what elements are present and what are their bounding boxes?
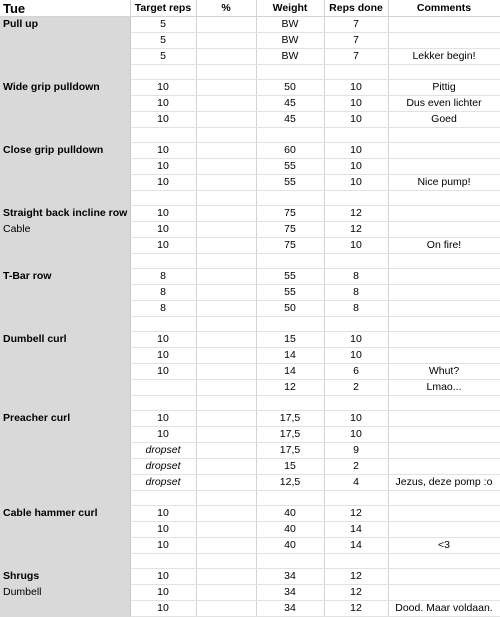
- table-row: [0, 112, 500, 128]
- exercise-cell[interactable]: Preacher curl: [0, 411, 130, 427]
- weight-cell[interactable]: 75: [256, 238, 324, 254]
- target-reps-cell[interactable]: [130, 254, 196, 269]
- reps-done-cell[interactable]: 10: [324, 80, 388, 96]
- percent-cell[interactable]: [196, 222, 256, 238]
- target-reps-cell[interactable]: 10: [130, 96, 196, 112]
- exercise-cell[interactable]: [0, 459, 130, 475]
- exercise-cell[interactable]: Cable: [0, 222, 130, 238]
- weight-cell[interactable]: 45: [256, 112, 324, 128]
- weight-cell[interactable]: 60: [256, 143, 324, 159]
- weight-cell[interactable]: BW: [256, 49, 324, 65]
- target-reps-cell[interactable]: 5: [130, 17, 196, 33]
- comment-cell[interactable]: [388, 585, 500, 601]
- weight-cell[interactable]: 17,5: [256, 443, 324, 459]
- reps-done-cell[interactable]: 10: [324, 238, 388, 254]
- weight-cell[interactable]: 15: [256, 459, 324, 475]
- percent-cell[interactable]: [196, 128, 256, 143]
- comment-cell[interactable]: Whut?: [388, 364, 500, 380]
- table-row: [0, 380, 500, 396]
- target-reps-cell[interactable]: 10: [130, 332, 196, 348]
- target-reps-cell[interactable]: 10: [130, 222, 196, 238]
- percent-cell[interactable]: [196, 112, 256, 128]
- target-reps-cell[interactable]: 8: [130, 269, 196, 285]
- percent-cell[interactable]: [196, 238, 256, 254]
- table-row: [0, 569, 500, 585]
- exercise-cell[interactable]: [0, 301, 130, 317]
- percent-cell[interactable]: [196, 317, 256, 332]
- target-reps-cell[interactable]: 8: [130, 301, 196, 317]
- reps-done-cell[interactable]: 4: [324, 475, 388, 491]
- target-reps-cell[interactable]: 10: [130, 585, 196, 601]
- target-reps-cell[interactable]: 10: [130, 411, 196, 427]
- target-reps-cell[interactable]: 10: [130, 427, 196, 443]
- spacer-row: [0, 491, 500, 506]
- table-row: [0, 175, 500, 191]
- exercise-cell[interactable]: Dumbell: [0, 585, 130, 601]
- percent-cell[interactable]: [196, 17, 256, 33]
- exercise-cell[interactable]: [0, 348, 130, 364]
- comment-cell[interactable]: [388, 269, 500, 285]
- weight-cell[interactable]: 55: [256, 175, 324, 191]
- percent-cell[interactable]: [196, 175, 256, 191]
- exercise-cell[interactable]: [0, 49, 130, 65]
- table-row: [0, 522, 500, 538]
- target-reps-header[interactable]: Target reps: [130, 0, 196, 17]
- comment-cell[interactable]: <3: [388, 538, 500, 554]
- exercise-cell[interactable]: [0, 112, 130, 128]
- spacer-row: [0, 128, 500, 143]
- weight-cell[interactable]: 34: [256, 601, 324, 617]
- percent-cell[interactable]: [196, 491, 256, 506]
- comment-cell[interactable]: [388, 222, 500, 238]
- exercise-cell[interactable]: [0, 159, 130, 175]
- target-reps-cell[interactable]: 10: [130, 80, 196, 96]
- exercise-cell[interactable]: [0, 364, 130, 380]
- percent-cell[interactable]: [196, 332, 256, 348]
- reps-done-cell[interactable]: 8: [324, 285, 388, 301]
- comment-cell[interactable]: Dus even lichter: [388, 96, 500, 112]
- exercise-cell[interactable]: Shrugs: [0, 569, 130, 585]
- exercise-cell[interactable]: T-Bar row: [0, 269, 130, 285]
- target-reps-cell[interactable]: [130, 380, 196, 396]
- reps-done-cell[interactable]: [324, 128, 388, 143]
- percent-cell[interactable]: [196, 269, 256, 285]
- exercise-cell[interactable]: [0, 427, 130, 443]
- weight-cell[interactable]: 55: [256, 285, 324, 301]
- comment-cell[interactable]: [388, 301, 500, 317]
- comment-cell[interactable]: [388, 396, 500, 411]
- table-row: [0, 601, 500, 617]
- weight-cell[interactable]: 12,5: [256, 475, 324, 491]
- weight-cell[interactable]: 17,5: [256, 427, 324, 443]
- reps-done-cell[interactable]: [324, 65, 388, 80]
- weight-cell[interactable]: 40: [256, 522, 324, 538]
- table-row: [0, 585, 500, 601]
- target-reps-cell[interactable]: 8: [130, 285, 196, 301]
- header-row: [0, 0, 500, 17]
- percent-cell[interactable]: [196, 143, 256, 159]
- percent-cell[interactable]: [196, 96, 256, 112]
- weight-cell[interactable]: 15: [256, 332, 324, 348]
- target-reps-cell[interactable]: 10: [130, 569, 196, 585]
- exercise-cell[interactable]: [0, 491, 130, 506]
- target-reps-cell[interactable]: [130, 491, 196, 506]
- weight-cell[interactable]: [256, 128, 324, 143]
- percent-cell[interactable]: [196, 554, 256, 569]
- comment-cell[interactable]: [388, 317, 500, 332]
- exercise-cell[interactable]: [0, 33, 130, 49]
- weight-cell[interactable]: 40: [256, 506, 324, 522]
- percent-cell[interactable]: [196, 191, 256, 206]
- percent-cell[interactable]: [196, 585, 256, 601]
- reps-done-cell[interactable]: 10: [324, 411, 388, 427]
- target-reps-cell[interactable]: 10: [130, 601, 196, 617]
- percent-cell[interactable]: [196, 459, 256, 475]
- comment-cell[interactable]: [388, 159, 500, 175]
- table-row: [0, 143, 500, 159]
- comment-cell[interactable]: [388, 206, 500, 222]
- reps-done-cell[interactable]: 14: [324, 538, 388, 554]
- percent-cell[interactable]: [196, 538, 256, 554]
- reps-done-cell[interactable]: 10: [324, 143, 388, 159]
- exercise-cell[interactable]: [0, 554, 130, 569]
- percent-cell[interactable]: [196, 285, 256, 301]
- percent-cell[interactable]: [196, 522, 256, 538]
- percent-header[interactable]: %: [196, 0, 256, 17]
- comment-cell[interactable]: [388, 33, 500, 49]
- reps-done-cell[interactable]: 10: [324, 427, 388, 443]
- reps-done-cell[interactable]: 10: [324, 112, 388, 128]
- reps-done-header[interactable]: Reps done: [324, 0, 388, 17]
- table-row: [0, 348, 500, 364]
- table-row: [0, 332, 500, 348]
- percent-cell[interactable]: [196, 443, 256, 459]
- comment-cell[interactable]: Pittig: [388, 80, 500, 96]
- exercise-cell[interactable]: [0, 191, 130, 206]
- weight-cell[interactable]: [256, 65, 324, 80]
- reps-done-cell[interactable]: 10: [324, 159, 388, 175]
- day-header[interactable]: Tue: [0, 0, 130, 17]
- reps-done-cell[interactable]: 12: [324, 506, 388, 522]
- exercise-cell[interactable]: [0, 601, 130, 617]
- weight-cell[interactable]: [256, 317, 324, 332]
- table-row: [0, 364, 500, 380]
- target-reps-cell[interactable]: 10: [130, 522, 196, 538]
- reps-done-cell[interactable]: 8: [324, 269, 388, 285]
- target-reps-cell[interactable]: 10: [130, 143, 196, 159]
- table-row: [0, 475, 500, 491]
- target-reps-cell[interactable]: 5: [130, 49, 196, 65]
- spacer-row: [0, 317, 500, 332]
- weight-cell[interactable]: 12: [256, 380, 324, 396]
- exercise-cell[interactable]: [0, 238, 130, 254]
- target-reps-cell[interactable]: dropset: [130, 443, 196, 459]
- weight-cell[interactable]: BW: [256, 17, 324, 33]
- percent-cell[interactable]: [196, 301, 256, 317]
- percent-cell[interactable]: [196, 159, 256, 175]
- weight-cell[interactable]: BW: [256, 33, 324, 49]
- exercise-cell[interactable]: [0, 128, 130, 143]
- percent-cell[interactable]: [196, 80, 256, 96]
- reps-done-cell[interactable]: [324, 317, 388, 332]
- weight-cell[interactable]: 45: [256, 96, 324, 112]
- exercise-cell[interactable]: [0, 475, 130, 491]
- percent-cell[interactable]: [196, 380, 256, 396]
- percent-cell[interactable]: [196, 396, 256, 411]
- weight-cell[interactable]: 34: [256, 585, 324, 601]
- weight-cell[interactable]: [256, 554, 324, 569]
- weight-cell[interactable]: 40: [256, 538, 324, 554]
- comment-cell[interactable]: [388, 411, 500, 427]
- exercise-cell[interactable]: Dumbell curl: [0, 332, 130, 348]
- weight-cell[interactable]: 34: [256, 569, 324, 585]
- comment-cell[interactable]: [388, 491, 500, 506]
- comment-cell[interactable]: [388, 522, 500, 538]
- percent-cell[interactable]: [196, 65, 256, 80]
- target-reps-cell[interactable]: 10: [130, 506, 196, 522]
- weight-header[interactable]: Weight: [256, 0, 324, 17]
- reps-done-cell[interactable]: 9: [324, 443, 388, 459]
- percent-cell[interactable]: [196, 427, 256, 443]
- reps-done-cell[interactable]: 12: [324, 601, 388, 617]
- exercise-cell[interactable]: Straight back incline row: [0, 206, 130, 222]
- percent-cell[interactable]: [196, 348, 256, 364]
- reps-done-cell[interactable]: 7: [324, 17, 388, 33]
- table-row: [0, 206, 500, 222]
- weight-cell[interactable]: [256, 396, 324, 411]
- table-row: [0, 301, 500, 317]
- exercise-cell[interactable]: [0, 254, 130, 269]
- weight-cell[interactable]: 75: [256, 222, 324, 238]
- table-row: [0, 17, 500, 33]
- spacer-row: [0, 191, 500, 206]
- weight-cell[interactable]: 14: [256, 348, 324, 364]
- reps-done-cell[interactable]: [324, 396, 388, 411]
- reps-done-cell[interactable]: 6: [324, 364, 388, 380]
- target-reps-cell[interactable]: [130, 317, 196, 332]
- comment-cell[interactable]: [388, 285, 500, 301]
- percent-cell[interactable]: [196, 254, 256, 269]
- exercise-cell[interactable]: [0, 522, 130, 538]
- comment-cell[interactable]: Nice pump!: [388, 175, 500, 191]
- reps-done-cell[interactable]: 10: [324, 332, 388, 348]
- exercise-cell[interactable]: [0, 285, 130, 301]
- target-reps-cell[interactable]: [130, 65, 196, 80]
- reps-done-cell[interactable]: [324, 254, 388, 269]
- exercise-cell[interactable]: [0, 380, 130, 396]
- table-row: [0, 159, 500, 175]
- target-reps-cell[interactable]: 10: [130, 238, 196, 254]
- table-row: [0, 506, 500, 522]
- exercise-cell[interactable]: Pull up: [0, 17, 130, 33]
- exercise-cell[interactable]: Close grip pulldown: [0, 143, 130, 159]
- comment-cell[interactable]: Goed: [388, 112, 500, 128]
- target-reps-cell[interactable]: dropset: [130, 459, 196, 475]
- weight-cell[interactable]: 14: [256, 364, 324, 380]
- reps-done-cell[interactable]: 12: [324, 585, 388, 601]
- weight-cell[interactable]: [256, 191, 324, 206]
- comment-cell[interactable]: On fire!: [388, 238, 500, 254]
- weight-cell[interactable]: 17,5: [256, 411, 324, 427]
- table-body: [0, 17, 500, 617]
- comment-cell[interactable]: [388, 254, 500, 269]
- comment-cell[interactable]: [388, 569, 500, 585]
- comment-cell[interactable]: [388, 143, 500, 159]
- comment-cell[interactable]: [388, 65, 500, 80]
- comment-cell[interactable]: [388, 191, 500, 206]
- exercise-cell[interactable]: [0, 443, 130, 459]
- reps-done-cell[interactable]: 8: [324, 301, 388, 317]
- comment-cell[interactable]: [388, 332, 500, 348]
- comment-cell[interactable]: [388, 128, 500, 143]
- exercise-cell[interactable]: Wide grip pulldown: [0, 80, 130, 96]
- reps-done-cell[interactable]: 12: [324, 222, 388, 238]
- comment-cell[interactable]: [388, 506, 500, 522]
- target-reps-cell[interactable]: [130, 191, 196, 206]
- weight-cell[interactable]: [256, 491, 324, 506]
- reps-done-cell[interactable]: [324, 191, 388, 206]
- reps-done-cell[interactable]: 2: [324, 380, 388, 396]
- table-row: [0, 538, 500, 554]
- reps-done-cell[interactable]: 12: [324, 569, 388, 585]
- comment-cell[interactable]: [388, 443, 500, 459]
- reps-done-cell[interactable]: 10: [324, 175, 388, 191]
- comment-cell[interactable]: [388, 348, 500, 364]
- comment-cell[interactable]: Lmao...: [388, 380, 500, 396]
- target-reps-cell[interactable]: [130, 396, 196, 411]
- table-row: [0, 285, 500, 301]
- comment-cell[interactable]: [388, 554, 500, 569]
- target-reps-cell[interactable]: 10: [130, 159, 196, 175]
- percent-cell[interactable]: [196, 364, 256, 380]
- weight-cell[interactable]: [256, 254, 324, 269]
- exercise-cell[interactable]: [0, 396, 130, 411]
- reps-done-cell[interactable]: [324, 554, 388, 569]
- table-row: [0, 96, 500, 112]
- table-row: [0, 269, 500, 285]
- weight-cell[interactable]: 75: [256, 206, 324, 222]
- reps-done-cell[interactable]: 2: [324, 459, 388, 475]
- reps-done-cell[interactable]: 7: [324, 33, 388, 49]
- target-reps-cell[interactable]: 10: [130, 348, 196, 364]
- reps-done-cell[interactable]: 10: [324, 348, 388, 364]
- target-reps-cell[interactable]: 5: [130, 33, 196, 49]
- exercise-cell[interactable]: Cable hammer curl: [0, 506, 130, 522]
- comment-cell[interactable]: Dood. Maar voldaan.: [388, 601, 500, 617]
- table-row: [0, 33, 500, 49]
- reps-done-cell[interactable]: 10: [324, 96, 388, 112]
- spacer-row: [0, 254, 500, 269]
- spacer-row: [0, 554, 500, 569]
- spacer-row: [0, 396, 500, 411]
- weight-cell[interactable]: 50: [256, 301, 324, 317]
- comments-header[interactable]: Comments: [388, 0, 500, 17]
- exercise-cell[interactable]: [0, 538, 130, 554]
- target-reps-cell[interactable]: 10: [130, 112, 196, 128]
- percent-cell[interactable]: [196, 506, 256, 522]
- reps-done-cell[interactable]: 7: [324, 49, 388, 65]
- table-row: [0, 459, 500, 475]
- percent-cell[interactable]: [196, 569, 256, 585]
- comment-cell[interactable]: Lekker begin!: [388, 49, 500, 65]
- exercise-cell[interactable]: [0, 317, 130, 332]
- comment-cell[interactable]: [388, 459, 500, 475]
- percent-cell[interactable]: [196, 49, 256, 65]
- table-row: [0, 49, 500, 65]
- percent-cell[interactable]: [196, 411, 256, 427]
- table-row: [0, 80, 500, 96]
- percent-cell[interactable]: [196, 601, 256, 617]
- target-reps-cell[interactable]: 10: [130, 206, 196, 222]
- table-row: [0, 238, 500, 254]
- exercise-cell[interactable]: [0, 96, 130, 112]
- table-row: [0, 411, 500, 427]
- target-reps-cell[interactable]: [130, 128, 196, 143]
- target-reps-cell[interactable]: [130, 554, 196, 569]
- table-row: [0, 443, 500, 459]
- comment-cell[interactable]: [388, 427, 500, 443]
- reps-done-cell[interactable]: 14: [324, 522, 388, 538]
- reps-done-cell[interactable]: 12: [324, 206, 388, 222]
- spacer-row: [0, 65, 500, 80]
- target-reps-cell[interactable]: dropset: [130, 475, 196, 491]
- reps-done-cell[interactable]: [324, 491, 388, 506]
- target-reps-cell[interactable]: 10: [130, 175, 196, 191]
- weight-cell[interactable]: 50: [256, 80, 324, 96]
- weight-cell[interactable]: 55: [256, 269, 324, 285]
- weight-cell[interactable]: 55: [256, 159, 324, 175]
- target-reps-cell[interactable]: 10: [130, 538, 196, 554]
- comment-cell[interactable]: [388, 17, 500, 33]
- comment-cell[interactable]: Jezus, deze pomp :o: [388, 475, 500, 491]
- percent-cell[interactable]: [196, 206, 256, 222]
- percent-cell[interactable]: [196, 33, 256, 49]
- target-reps-cell[interactable]: 10: [130, 364, 196, 380]
- table-row: [0, 222, 500, 238]
- percent-cell[interactable]: [196, 475, 256, 491]
- table-row: [0, 427, 500, 443]
- exercise-cell[interactable]: [0, 65, 130, 80]
- exercise-cell[interactable]: [0, 175, 130, 191]
